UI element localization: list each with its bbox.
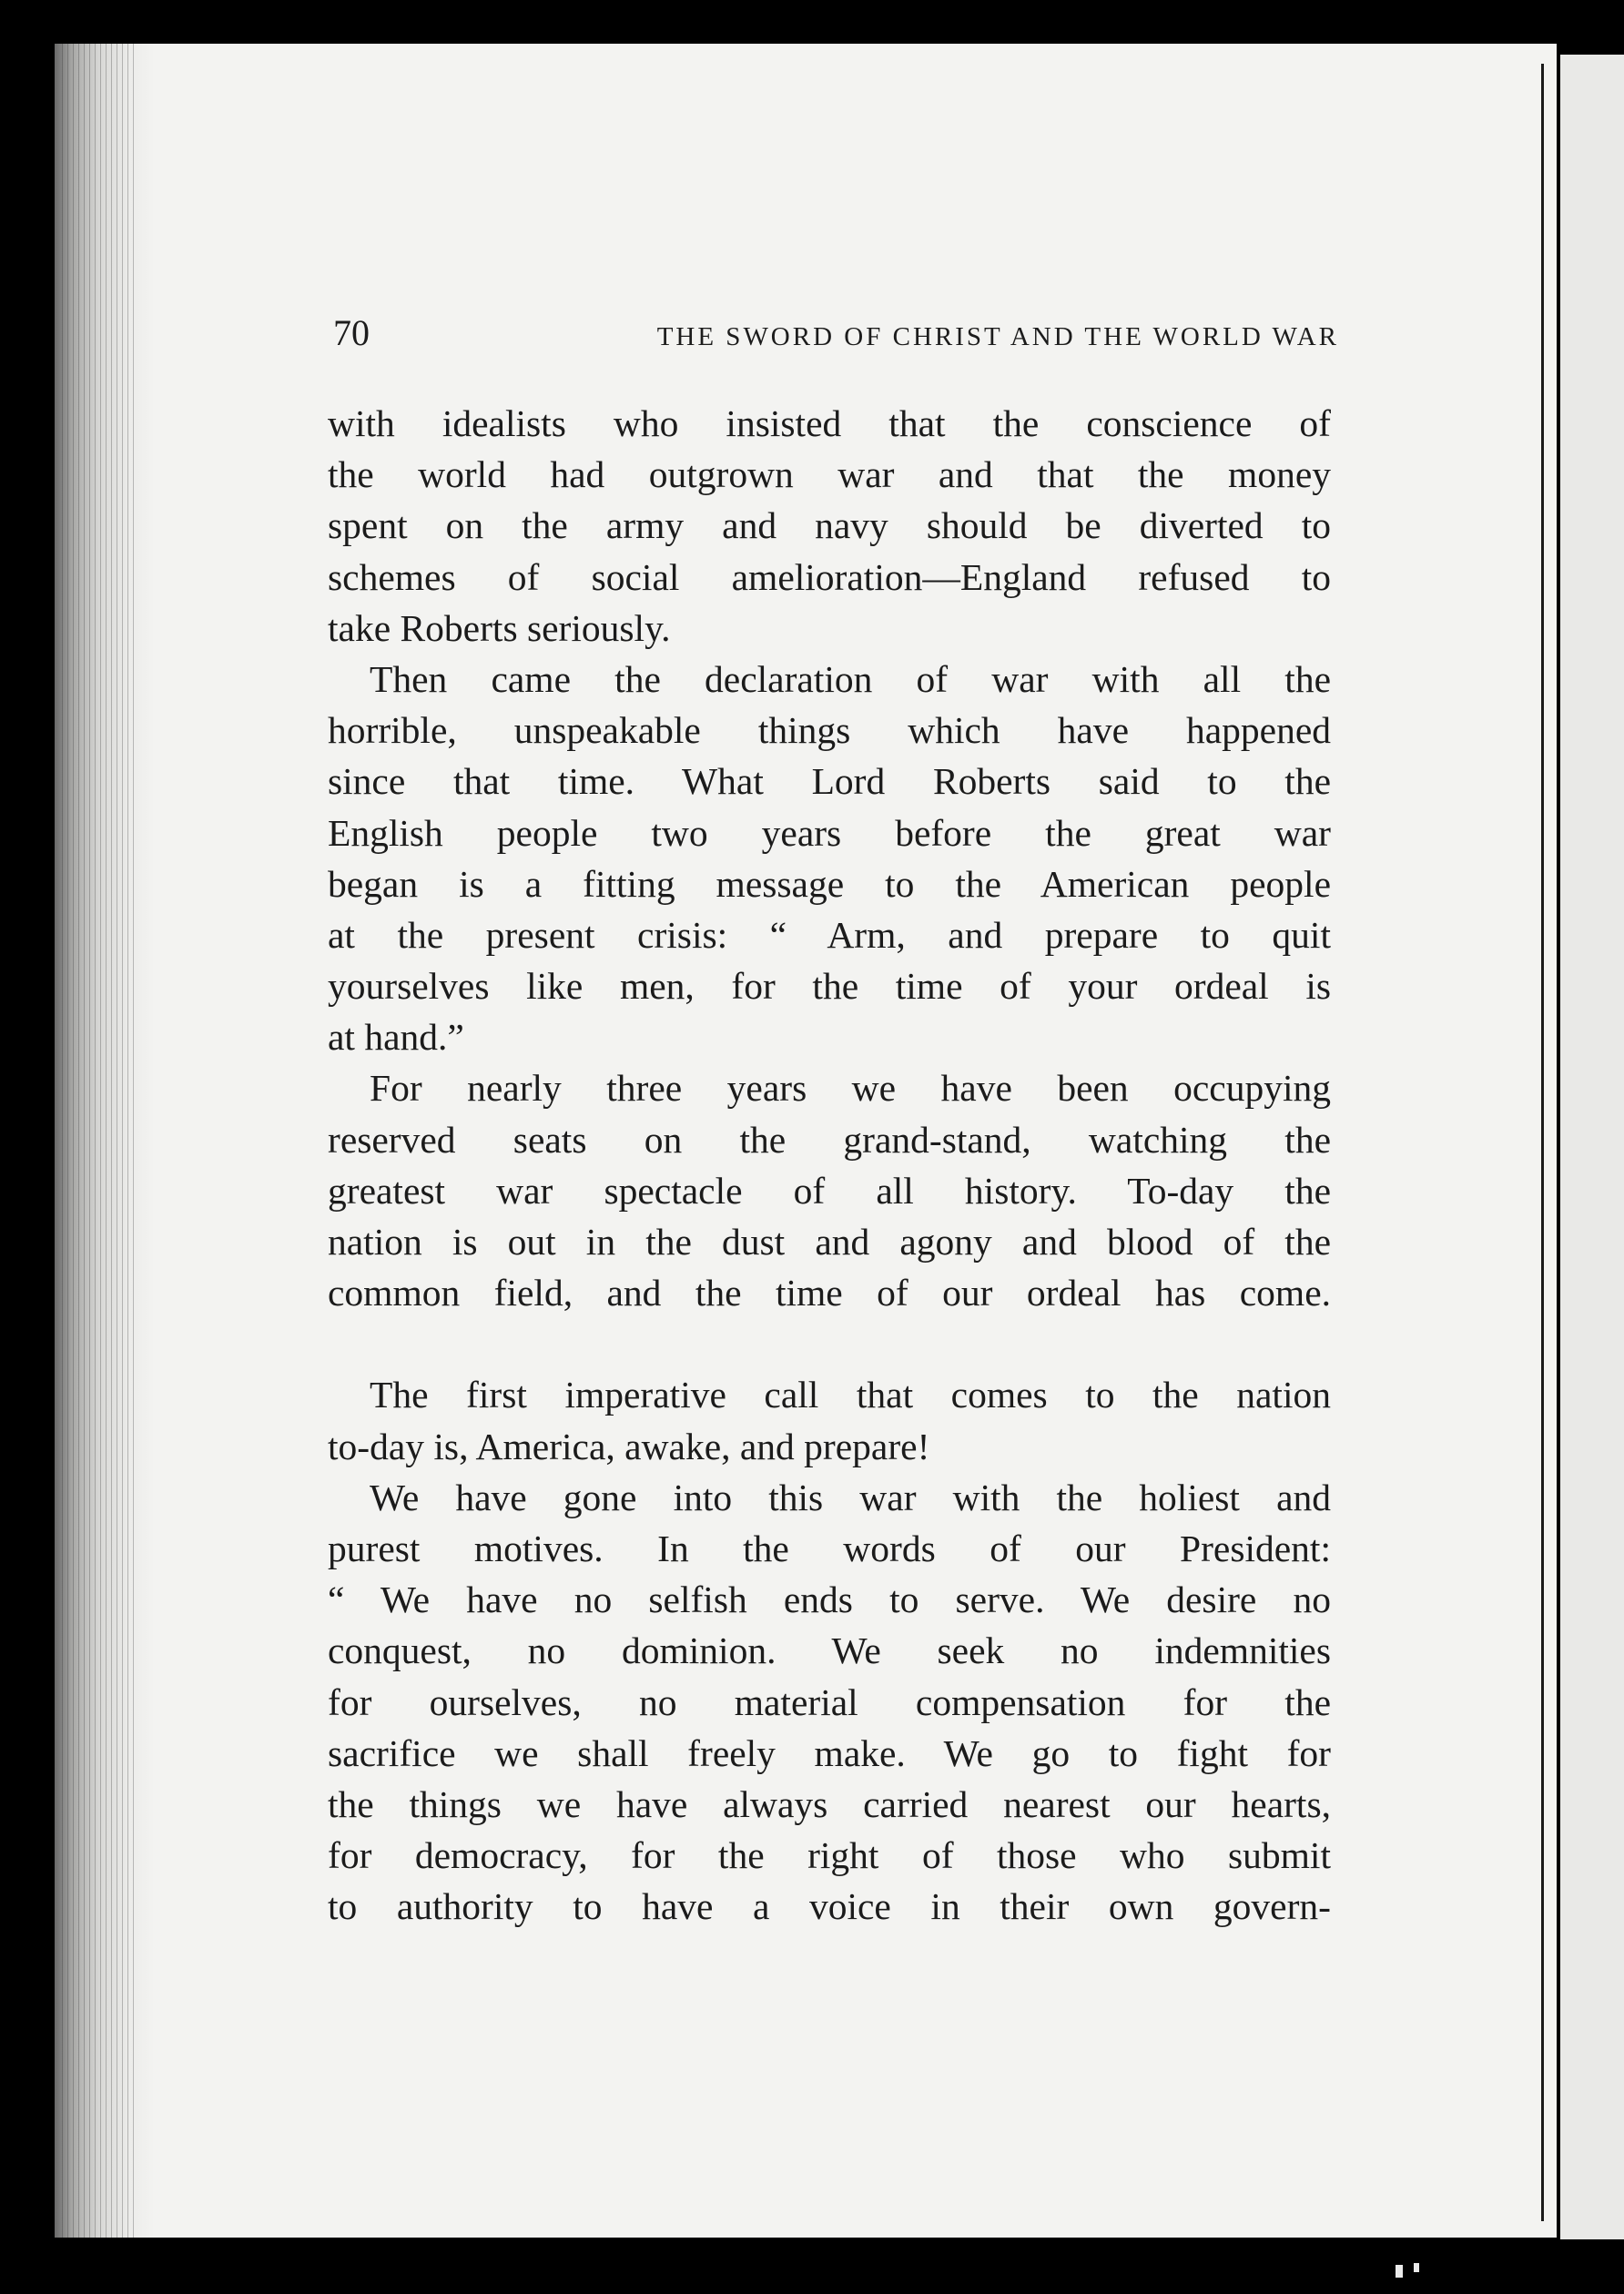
text-line: “ We have no selfish ends to serve. We desire no: [328, 1578, 1331, 1621]
text-line: at the present crisis: “ Arm, and prepare to quit: [328, 913, 1331, 956]
text-line: The first imperative call that comes to the nation: [370, 1374, 1331, 1416]
text-line: at hand.”: [328, 1016, 464, 1059]
text-line: to-day is, America, awake, and prepare!: [328, 1425, 930, 1467]
text-line: greatest war spectacle of all history. To-day the: [328, 1169, 1331, 1212]
page-number: 70: [333, 312, 370, 353]
text-line: reserved seats on the grand-stand, watching the: [328, 1118, 1331, 1161]
text-line: to authority to have a voice in their own govern-: [328, 1885, 1331, 1928]
text-line: purest motives. In the words of our President:: [328, 1527, 1331, 1569]
text-line: conquest, no dominion. We seek no indemnities: [328, 1629, 1331, 1672]
text-line: nation is out in the dust and agony and blood of the: [328, 1221, 1331, 1263]
scan-speck: [1396, 2265, 1403, 2278]
text-line: the world had outgrown war and that the money: [328, 453, 1331, 496]
text-line: yourselves like men, for the time of your ordeal is: [328, 965, 1331, 1008]
scan-speck: [1414, 2263, 1419, 2272]
text-line: for democracy, for the right of those who submit: [328, 1834, 1331, 1877]
text-line: Then came the declaration of war with all the: [370, 657, 1331, 700]
body-text: [328, 398, 1331, 1932]
text-line: English people two years before the great war: [328, 811, 1331, 854]
text-line: We have gone into this war with the holiest and: [370, 1476, 1331, 1518]
page-gutter-shadow: [55, 44, 155, 2238]
text-line: began is a fitting message to the American people: [328, 862, 1331, 905]
text-line: for ourselves, no material compensation for the: [328, 1680, 1331, 1723]
text-line: For nearly three years we have been occupying: [370, 1067, 1331, 1110]
running-head-title: THE SWORD OF CHRIST AND THE WORLD WAR: [656, 322, 1339, 351]
page-fold-line: [1541, 64, 1544, 2221]
text-line: sacrifice we shall freely make. We go to fight for: [328, 1731, 1331, 1774]
text-line: since that time. What Lord Roberts said to the: [328, 760, 1331, 803]
text-line: with idealists who insisted that the conscience of: [328, 402, 1331, 444]
page-stack-lines: [62, 44, 135, 2238]
text-line: take Roberts seriously.: [328, 606, 671, 649]
text-line: schemes of social amelioration—England refused to: [328, 555, 1331, 598]
text-line: spent on the army and navy should be diverted to: [328, 504, 1331, 547]
text-line: horrible, unspeakable things which have happened: [328, 709, 1331, 752]
facing-page-edge: [1560, 55, 1624, 2239]
running-head: [333, 311, 1339, 354]
text-line: the things we have always carried nearest our hearts,: [328, 1782, 1331, 1825]
section-break: [328, 1318, 1331, 1369]
text-line: common field, and the time of our ordeal has come.: [328, 1272, 1331, 1314]
